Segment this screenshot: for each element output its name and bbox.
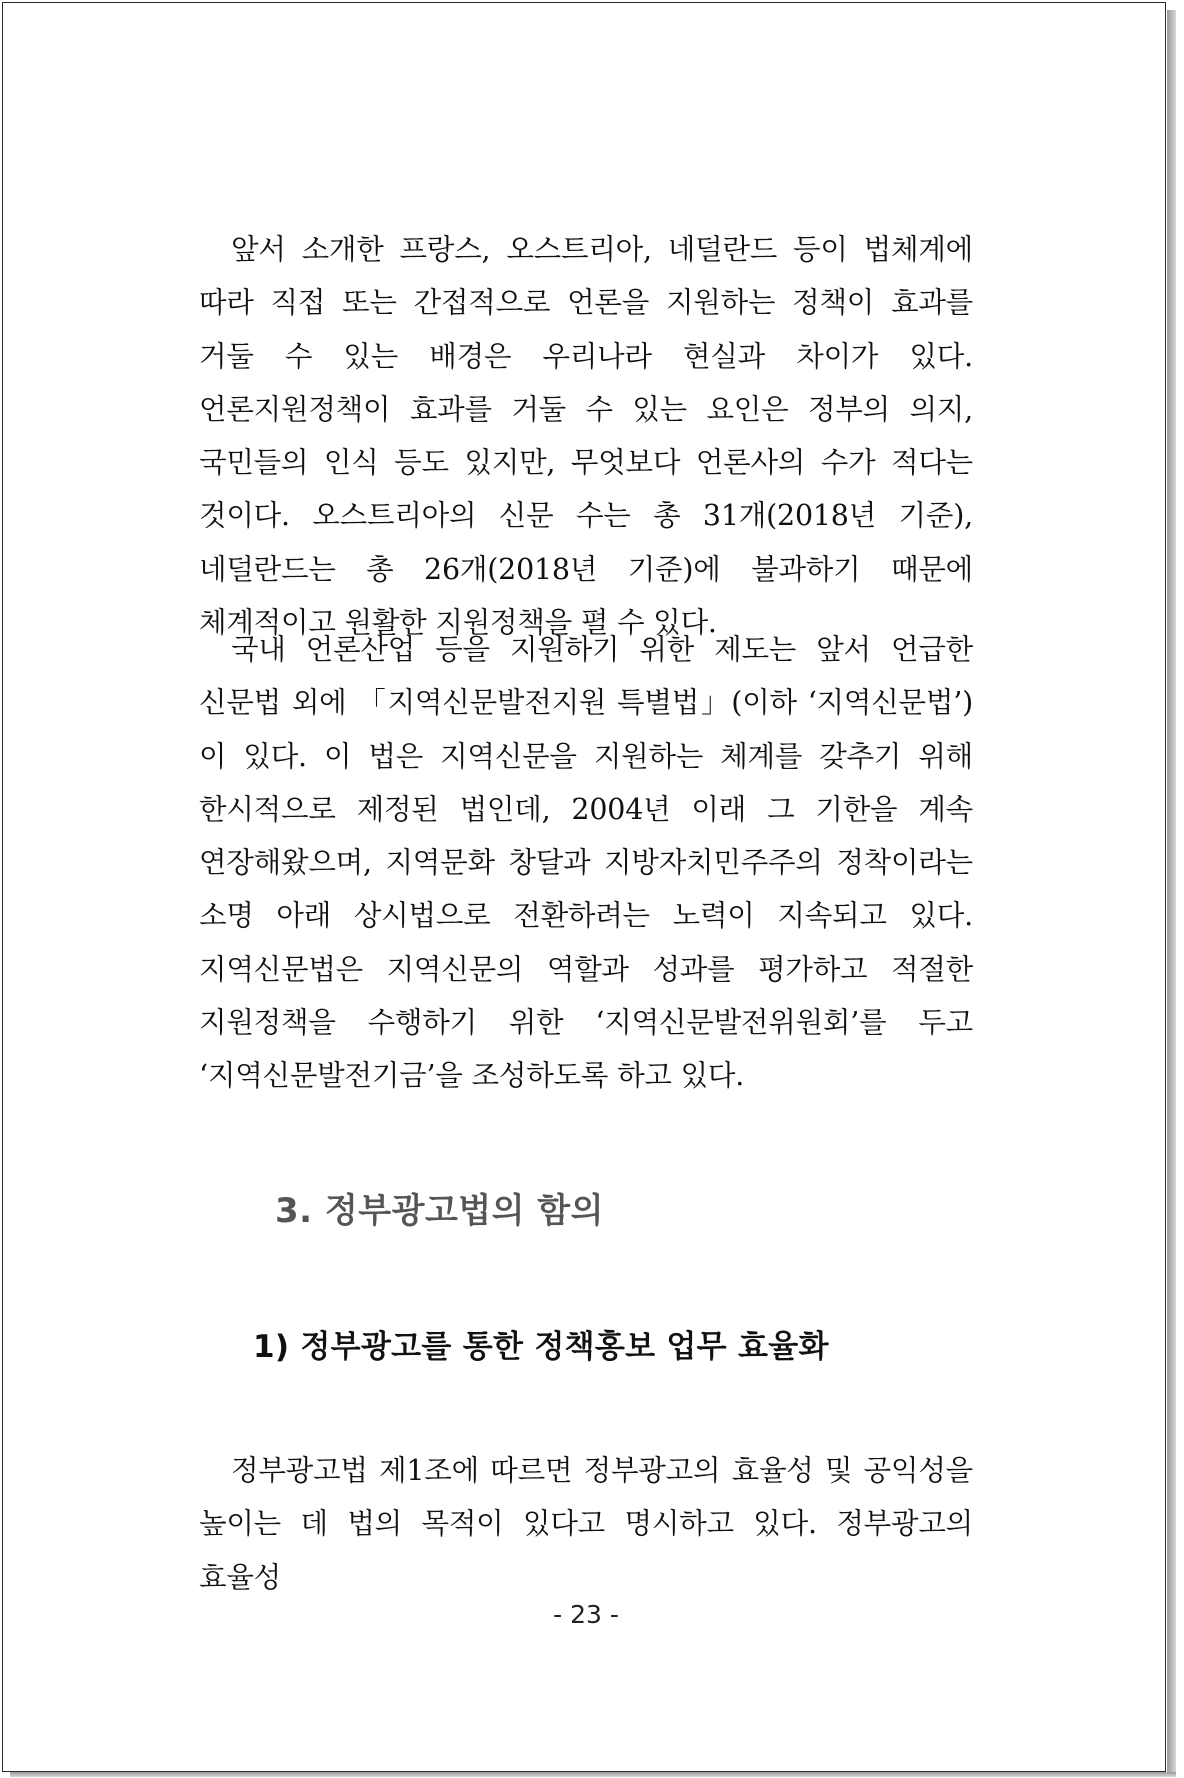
body-paragraph-1: 앞서 소개한 프랑스, 오스트리아, 네덜란드 등이 법체계에 따라 직접 또는 간접적으로 언론을 지원하는 정책이 효과를 거둘 수 있는 배경은 우리나라 현실과 차이가 있다. 언론지원정책이 효과를 거둘 수 있는 요인은 정부의 의지, 국민들의 인식 등도 있지만, 무엇보다 언론사의 수가 적다는 것이다. 오스트리아의 신문 수는 총 31개(2018년 기준), 네덜란드는 총 26개(2018년 기준)에 불과하기 때문에 체계적이고 원활한 지원정책을 펼 수 있다. (199, 233, 973, 640)
page-shadow-right (1167, 10, 1176, 1776)
subsection-heading: 1) 정부광고를 통한 정책홍보 업무 효율화 (253, 1329, 829, 1365)
body-paragraph-3: 정부광고법 제1조에 따르면 정부광고의 효율성 및 공익성을 높이는 데 법의 목적이 있다고 명시하고 있다. 정부광고의 효율성 (199, 1454, 973, 1594)
document-page (2, 2, 1166, 1772)
section-heading: 3. 정부광고법의 함의 (275, 1191, 604, 1231)
page-shadow-bottom (10, 1772, 1176, 1777)
body-paragraph-2: 국내 언론산업 등을 지원하기 위한 제도는 앞서 언급한 신문법 외에 「지역신문발전지원 특별법」(이하 ‘지역신문법’)이 있다. 이 법은 지역신문을 지원하는 체계를 갖추기 위해 한시적으로 제정된 법인데, 2004년 이래 그 기한을 계속 연장해왔으며, 지역문화 창달과 지방자치민주주의 정착이라는 소명 아래 상시법으로 전환하려는 노력이 지속되고 있다. 지역신문법은 지역신문의 역할과 성과를 평가하고 적절한 지원정책을 수행하기 위한 ‘지역신문발전위원회’를 두고 ‘지역신문발전기금’을 조성하도록 하고 있다. (199, 633, 973, 1093)
page-number: - 23 - (553, 1600, 619, 1629)
